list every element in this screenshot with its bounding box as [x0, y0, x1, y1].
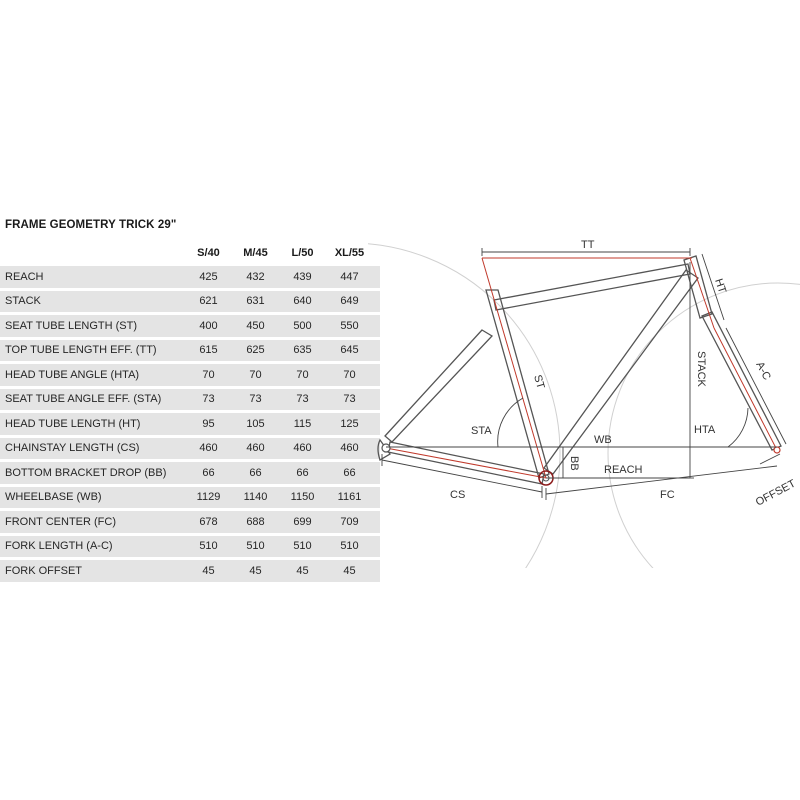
cs-line	[386, 448, 546, 478]
cell-value: 432	[232, 266, 279, 288]
st-line	[482, 258, 546, 478]
cell-value: 460	[326, 438, 373, 460]
cell-value: 425	[185, 266, 232, 288]
cell-value: 640	[279, 291, 326, 313]
table-row	[0, 364, 380, 386]
rear-wheel	[368, 243, 560, 568]
cell-value: 70	[279, 364, 326, 386]
top-tube	[494, 264, 690, 310]
label-fc: FC	[660, 489, 675, 501]
rear-axle	[382, 444, 390, 452]
cell-value: 447	[326, 266, 373, 288]
down-tube	[544, 270, 698, 474]
label-ac: A-C	[753, 359, 773, 383]
front-axle	[774, 447, 780, 453]
table-row	[0, 536, 380, 558]
table-row	[0, 462, 380, 484]
label-wb: WB	[594, 434, 612, 446]
cell-value: 510	[185, 536, 232, 558]
table-row	[0, 389, 380, 411]
header-size-m: M/45	[243, 247, 268, 259]
header-size-l: L/50	[291, 247, 314, 259]
label-offset: OFFSET	[753, 477, 798, 509]
cell-value: 1161	[326, 487, 373, 509]
cell-value: 1140	[232, 487, 279, 509]
cell-value: 631	[232, 291, 279, 313]
cell-value: 1150	[279, 487, 326, 509]
cell-value: 73	[232, 389, 279, 411]
cell-value: 400	[185, 315, 232, 337]
geometry-table	[0, 240, 380, 585]
table-title: FRAME GEOMETRY TRICK 29"	[5, 219, 177, 231]
label-tt: TT	[581, 239, 595, 251]
cell-value: 635	[279, 340, 326, 362]
table-row	[0, 560, 380, 582]
table-row	[0, 413, 380, 435]
label-hta: HTA	[694, 424, 716, 436]
offset-dim	[760, 454, 780, 464]
cell-value: 649	[326, 291, 373, 313]
cell-value: 1129	[185, 487, 232, 509]
header-size-xl: XL/55	[334, 247, 365, 259]
hta-arc	[728, 408, 748, 447]
cell-value: 621	[185, 291, 232, 313]
row-label: HEAD TUBE ANGLE (HTA)	[0, 364, 185, 386]
ac-dim	[726, 328, 786, 444]
cell-value: 45	[185, 560, 232, 582]
label-stack: STACK	[695, 351, 707, 387]
cell-value: 510	[232, 536, 279, 558]
row-label: FORK OFFSET	[0, 560, 185, 582]
label-bb: BB	[568, 456, 580, 471]
label-sta: STA	[471, 425, 492, 437]
sta-arc	[498, 398, 523, 447]
cell-value: 66	[185, 462, 232, 484]
cell-value: 460	[185, 438, 232, 460]
cell-value: 105	[232, 413, 279, 435]
cell-value: 510	[326, 536, 373, 558]
cell-value: 500	[279, 315, 326, 337]
header-blank	[0, 243, 185, 263]
cell-value: 70	[232, 364, 279, 386]
cell-value: 73	[326, 389, 373, 411]
table-row	[0, 340, 380, 362]
row-label: REACH	[0, 266, 185, 288]
cell-value: 66	[326, 462, 373, 484]
cell-value: 73	[279, 389, 326, 411]
row-label: TOP TUBE LENGTH EFF. (TT)	[0, 340, 185, 362]
table-body	[0, 266, 380, 582]
cell-value: 70	[185, 364, 232, 386]
header-size-s: S/40	[197, 247, 220, 259]
cell-value: 645	[326, 340, 373, 362]
cell-value: 66	[279, 462, 326, 484]
row-label: CHAINSTAY LENGTH (CS)	[0, 438, 185, 460]
frame-geometry-diagram	[368, 228, 800, 568]
cell-value: 678	[185, 511, 232, 533]
row-label: SEAT TUBE LENGTH (ST)	[0, 315, 185, 337]
fork-line	[714, 328, 777, 450]
cs-dim	[382, 460, 542, 492]
label-st: ST	[531, 373, 547, 391]
table-row	[0, 438, 380, 460]
table-row	[0, 487, 380, 509]
label-cs: CS	[450, 489, 466, 501]
cell-value: 73	[185, 389, 232, 411]
cell-value: 615	[185, 340, 232, 362]
table-header-row	[0, 243, 380, 263]
cell-value: 460	[232, 438, 279, 460]
cell-value: 625	[232, 340, 279, 362]
cell-value: 45	[232, 560, 279, 582]
row-label: FORK LENGTH (A-C)	[0, 536, 185, 558]
cell-value: 95	[185, 413, 232, 435]
row-label: HEAD TUBE LENGTH (HT)	[0, 413, 185, 435]
cell-value: 450	[232, 315, 279, 337]
cell-value: 45	[279, 560, 326, 582]
row-label: BOTTOM BRACKET DROP (BB)	[0, 462, 185, 484]
cell-value: 688	[232, 511, 279, 533]
row-label: STACK	[0, 291, 185, 313]
cell-value: 45	[326, 560, 373, 582]
cell-value: 550	[326, 315, 373, 337]
row-label: FRONT CENTER (FC)	[0, 511, 185, 533]
cell-value: 70	[326, 364, 373, 386]
row-label: WHEELBASE (WB)	[0, 487, 185, 509]
table-row	[0, 266, 380, 288]
cell-value: 115	[279, 413, 326, 435]
cell-value: 125	[326, 413, 373, 435]
label-reach: REACH	[604, 464, 643, 476]
row-label: SEAT TUBE ANGLE EFF. (STA)	[0, 389, 185, 411]
cell-value: 699	[279, 511, 326, 533]
cell-value: 510	[279, 536, 326, 558]
cell-value: 709	[326, 511, 373, 533]
table-row	[0, 511, 380, 533]
table-row	[0, 315, 380, 337]
cell-value: 460	[279, 438, 326, 460]
label-ht: HT	[712, 277, 729, 295]
cell-value: 439	[279, 266, 326, 288]
table-row	[0, 291, 380, 313]
cell-value: 66	[232, 462, 279, 484]
